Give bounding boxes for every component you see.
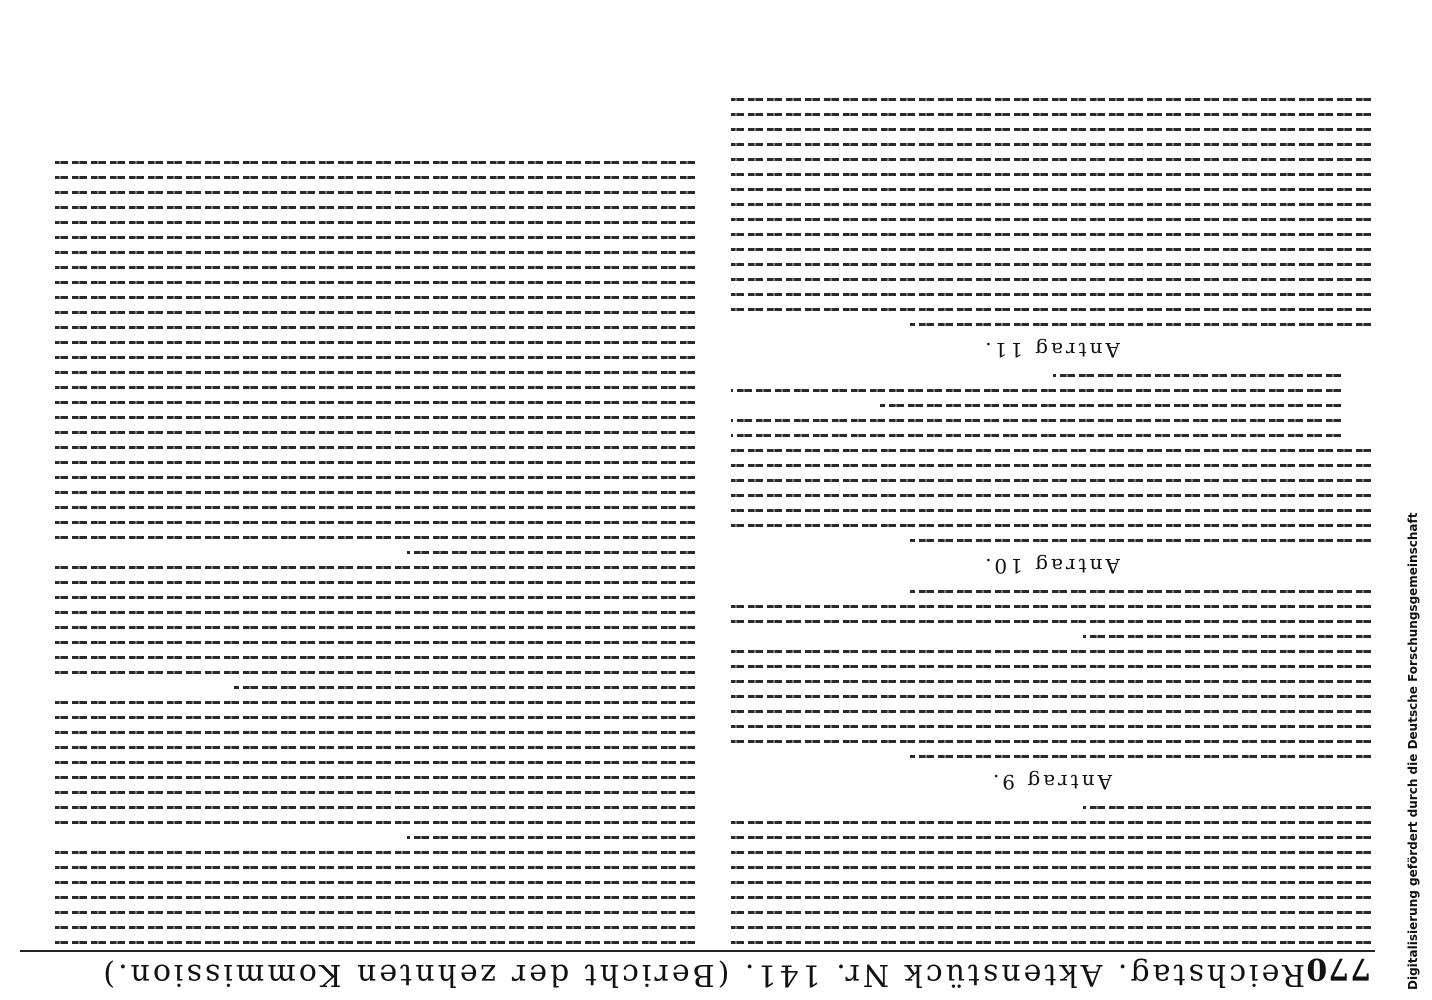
text-line: [731, 113, 1371, 116]
text-line: [55, 641, 695, 644]
text-line: [55, 236, 695, 239]
text-line: [731, 836, 1371, 839]
text-line: [55, 416, 695, 419]
text-line: [731, 308, 1371, 311]
text-line: [55, 761, 695, 764]
text-line: [731, 821, 1371, 824]
text-line: [731, 203, 1371, 206]
digitization-sidebar: [1400, 0, 1432, 1000]
text-line: [55, 611, 695, 614]
text-line: [55, 386, 695, 389]
text-line: [55, 716, 695, 719]
text-line: [731, 509, 1371, 512]
text-line: [731, 98, 1371, 101]
text-line: [731, 278, 1371, 281]
text-line: [55, 311, 695, 314]
text-line: [731, 449, 1371, 452]
text-line: [1083, 635, 1371, 638]
text-line: [731, 926, 1371, 929]
text-line: [731, 248, 1371, 251]
text-line: [55, 476, 695, 479]
text-line: [55, 266, 695, 269]
text-line: [55, 341, 695, 344]
text-line: [55, 926, 695, 929]
header-rule: [20, 950, 1375, 952]
text-line: [407, 551, 695, 554]
text-line: [1083, 806, 1371, 809]
text-line: [731, 173, 1371, 176]
text-line: [55, 656, 695, 659]
text-line: [731, 941, 1371, 944]
section-heading: Antrag 10.: [982, 554, 1120, 578]
text-line: [880, 404, 1341, 407]
text-line: [910, 539, 1371, 542]
text-line: [55, 191, 695, 194]
text-line: [731, 263, 1371, 266]
text-line: [55, 596, 695, 599]
text-line: [55, 881, 695, 884]
text-line: [910, 323, 1371, 326]
section-heading: Antrag 11.: [982, 338, 1120, 362]
page-header: Reichstag. Aktenstück Nr. 141. (Bericht der zehnten Kommission.): [100, 957, 1305, 992]
text-line: [234, 686, 695, 689]
text-line: [55, 896, 695, 899]
text-line: [731, 881, 1371, 884]
text-line: [55, 581, 695, 584]
text-line: [55, 521, 695, 524]
text-line: [407, 836, 695, 839]
text-line: [55, 281, 695, 284]
text-line: [55, 536, 695, 539]
text-line: [55, 371, 695, 374]
text-line: [55, 221, 695, 224]
text-line: [731, 740, 1371, 743]
text-line: [55, 626, 695, 629]
text-line: [731, 188, 1371, 191]
text-line: [55, 161, 695, 164]
text-line: [55, 431, 695, 434]
text-line: [731, 680, 1371, 683]
text-line: [731, 725, 1371, 728]
text-line: [731, 464, 1371, 467]
text-line: [910, 755, 1371, 758]
text-line: [55, 446, 695, 449]
text-line: [55, 356, 695, 359]
text-line: [55, 506, 695, 509]
text-line: [731, 479, 1371, 482]
text-line: [55, 746, 695, 749]
text-line: [731, 419, 1341, 422]
text-line: [55, 326, 695, 329]
text-line: [910, 590, 1371, 593]
text-line: [731, 524, 1371, 527]
text-line: [731, 866, 1371, 869]
text-line: [55, 701, 695, 704]
text-line: [731, 494, 1371, 497]
text-line: [731, 143, 1371, 146]
text-line: [55, 461, 695, 464]
text-line: [731, 293, 1371, 296]
text-line: [55, 821, 695, 824]
text-line: [731, 158, 1371, 161]
text-line: [55, 776, 695, 779]
left-column: [731, 10, 1371, 944]
text-line: [55, 296, 695, 299]
text-line: [55, 731, 695, 734]
text-line: [55, 566, 695, 569]
text-line: [731, 389, 1341, 392]
text-line: [1053, 374, 1341, 377]
text-line: [731, 128, 1371, 131]
text-line: [731, 218, 1371, 221]
text-line: [55, 401, 695, 404]
digitization-credit: Digitalisierung gefördert durch die Deutsche Forschungsgemeinschaft: [1406, 512, 1420, 990]
text-line: [731, 710, 1371, 713]
text-line: [55, 176, 695, 179]
text-line: [55, 791, 695, 794]
text-line: [731, 605, 1371, 608]
section-heading: Antrag 9.: [989, 770, 1113, 794]
text-line: [731, 851, 1371, 854]
text-line: [55, 671, 695, 674]
text-line: [731, 896, 1371, 899]
right-column: [55, 10, 695, 944]
text-line: [55, 866, 695, 869]
text-line: [55, 851, 695, 854]
page-number: 770: [1305, 951, 1371, 986]
text-line: [731, 233, 1371, 236]
text-line: [55, 251, 695, 254]
text-line: [55, 491, 695, 494]
text-line: [731, 434, 1341, 437]
text-line: [55, 911, 695, 914]
text-line: [731, 665, 1371, 668]
text-line: [731, 650, 1371, 653]
text-line: [731, 695, 1371, 698]
text-line: [55, 806, 695, 809]
text-line: [55, 206, 695, 209]
text-line: [55, 941, 695, 944]
text-line: [731, 620, 1371, 623]
text-line: [731, 911, 1371, 914]
